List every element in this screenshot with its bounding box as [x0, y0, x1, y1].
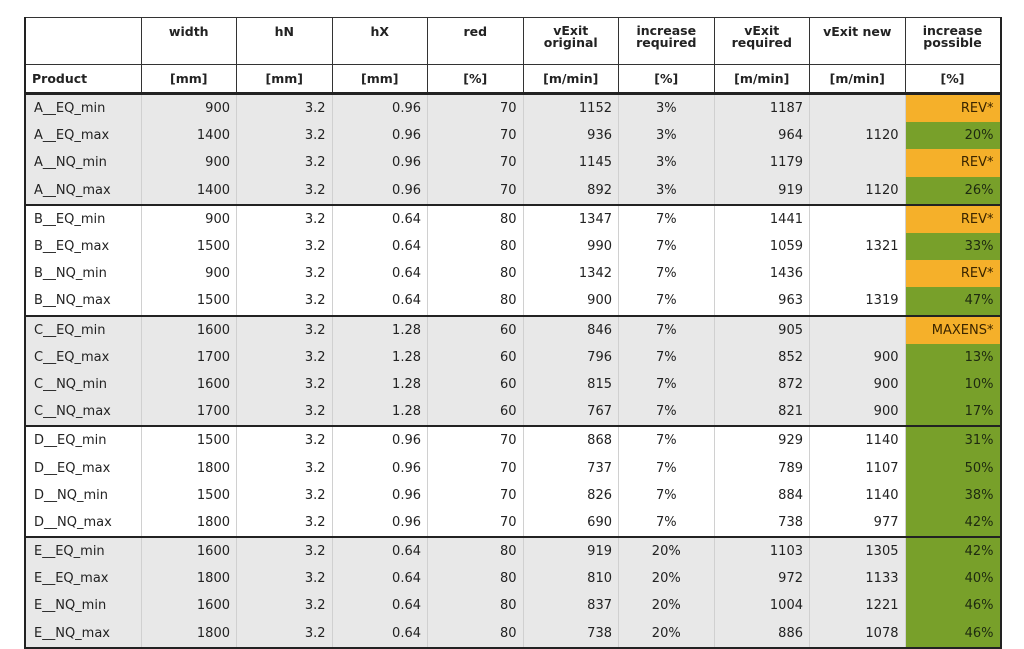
- table-body: [25, 94, 1001, 648]
- hx-cell: 0.64: [332, 620, 428, 648]
- vexit-original-cell: 892: [523, 177, 619, 205]
- header-width: width: [141, 18, 237, 65]
- units-width: [mm]: [141, 65, 237, 94]
- header-vexit-required: vExit required: [714, 18, 810, 65]
- vexit-new-cell: 1321: [810, 233, 906, 260]
- red-cell: 60: [428, 344, 524, 371]
- vexit-required-cell: 884: [714, 482, 810, 509]
- vexit-new-cell: 1140: [810, 482, 906, 509]
- increase-possible-cell: REV*: [905, 260, 1001, 287]
- width-cell: 1500: [141, 482, 237, 509]
- vexit-new-cell: 1140: [810, 426, 906, 454]
- header-increase-possible: increase possible: [905, 18, 1001, 65]
- vexit-original-cell: 936: [523, 122, 619, 149]
- width-cell: 900: [141, 205, 237, 233]
- hn-cell: 3.2: [237, 344, 333, 371]
- hn-cell: 3.2: [237, 260, 333, 287]
- vexit-new-cell: [810, 205, 906, 233]
- vexit-new-cell: 1221: [810, 592, 906, 619]
- table-row: [25, 316, 1001, 344]
- increase-possible-cell: REV*: [905, 94, 1001, 123]
- header-hx: hX: [332, 18, 428, 65]
- width-cell: 1800: [141, 620, 237, 648]
- vexit-required-cell: 852: [714, 344, 810, 371]
- increase-required-cell: 7%: [619, 454, 715, 481]
- vexit-original-cell: 990: [523, 233, 619, 260]
- width-cell: 1700: [141, 344, 237, 371]
- vexit-original-cell: 690: [523, 509, 619, 537]
- red-cell: 60: [428, 316, 524, 344]
- table-container: [24, 17, 1002, 649]
- table-row: [25, 205, 1001, 233]
- vexit-required-cell: 1436: [714, 260, 810, 287]
- hn-cell: 3.2: [237, 94, 333, 123]
- vexit-new-cell: 900: [810, 344, 906, 371]
- units-hx: [mm]: [332, 65, 428, 94]
- red-cell: 70: [428, 454, 524, 481]
- increase-possible-cell: 33%: [905, 233, 1001, 260]
- table-row: [25, 482, 1001, 509]
- width-cell: 1600: [141, 592, 237, 619]
- table-row: [25, 565, 1001, 592]
- vexit-original-cell: 815: [523, 371, 619, 398]
- increase-required-cell: 7%: [619, 344, 715, 371]
- increase-required-cell: 7%: [619, 482, 715, 509]
- table-row: [25, 537, 1001, 565]
- vexit-required-cell: 1103: [714, 537, 810, 565]
- hn-cell: 3.2: [237, 426, 333, 454]
- vexit-required-cell: 905: [714, 316, 810, 344]
- vexit-required-cell: 919: [714, 177, 810, 205]
- hx-cell: 0.64: [332, 537, 428, 565]
- hn-cell: 3.2: [237, 287, 333, 315]
- width-cell: 900: [141, 149, 237, 176]
- vexit-new-cell: 1107: [810, 454, 906, 481]
- increase-possible-cell: 31%: [905, 426, 1001, 454]
- units-vexit-new: [m/min]: [810, 65, 906, 94]
- hn-cell: 3.2: [237, 205, 333, 233]
- product-cell: C__NQ_max: [25, 398, 141, 426]
- vexit-original-cell: 1347: [523, 205, 619, 233]
- hn-cell: 3.2: [237, 592, 333, 619]
- hx-cell: 1.28: [332, 344, 428, 371]
- table-row: [25, 260, 1001, 287]
- hx-cell: 0.96: [332, 482, 428, 509]
- vexit-required-cell: 963: [714, 287, 810, 315]
- product-cell: B__EQ_max: [25, 233, 141, 260]
- hx-cell: 0.96: [332, 426, 428, 454]
- product-cell: D__NQ_max: [25, 509, 141, 537]
- increase-required-cell: 7%: [619, 287, 715, 315]
- red-cell: 70: [428, 149, 524, 176]
- header-hn: hN: [237, 18, 333, 65]
- hn-cell: 3.2: [237, 620, 333, 648]
- hn-cell: 3.2: [237, 454, 333, 481]
- vexit-required-cell: 886: [714, 620, 810, 648]
- product-cell: B__NQ_min: [25, 260, 141, 287]
- table-row: [25, 94, 1001, 123]
- red-cell: 70: [428, 482, 524, 509]
- vexit-required-cell: 964: [714, 122, 810, 149]
- red-cell: 70: [428, 122, 524, 149]
- increase-possible-cell: 40%: [905, 565, 1001, 592]
- increase-possible-cell: REV*: [905, 205, 1001, 233]
- red-cell: 80: [428, 260, 524, 287]
- increase-required-cell: 7%: [619, 260, 715, 287]
- header-blank: [25, 18, 141, 65]
- width-cell: 1600: [141, 537, 237, 565]
- hx-cell: 0.64: [332, 287, 428, 315]
- vexit-new-cell: 977: [810, 509, 906, 537]
- vexit-new-cell: 1078: [810, 620, 906, 648]
- vexit-required-cell: 1441: [714, 205, 810, 233]
- vexit-original-cell: 846: [523, 316, 619, 344]
- increase-required-cell: 3%: [619, 177, 715, 205]
- header-red: red: [428, 18, 524, 65]
- width-cell: 1400: [141, 122, 237, 149]
- hn-cell: 3.2: [237, 509, 333, 537]
- vexit-new-cell: 900: [810, 398, 906, 426]
- increase-possible-cell: 38%: [905, 482, 1001, 509]
- red-cell: 80: [428, 537, 524, 565]
- vexit-original-cell: 900: [523, 287, 619, 315]
- hx-cell: 0.96: [332, 94, 428, 123]
- increase-required-cell: 3%: [619, 149, 715, 176]
- hx-cell: 0.96: [332, 177, 428, 205]
- hx-cell: 1.28: [332, 398, 428, 426]
- vexit-required-cell: 738: [714, 509, 810, 537]
- table-row: [25, 233, 1001, 260]
- vexit-original-cell: 868: [523, 426, 619, 454]
- table-row: [25, 122, 1001, 149]
- product-cell: E__EQ_min: [25, 537, 141, 565]
- hx-cell: 0.64: [332, 205, 428, 233]
- hx-cell: 0.96: [332, 149, 428, 176]
- vexit-original-cell: 837: [523, 592, 619, 619]
- red-cell: 60: [428, 371, 524, 398]
- table-row: [25, 620, 1001, 648]
- units-increase-possible: [%]: [905, 65, 1001, 94]
- increase-possible-cell: 42%: [905, 509, 1001, 537]
- red-cell: 80: [428, 205, 524, 233]
- increase-possible-cell: 42%: [905, 537, 1001, 565]
- hn-cell: 3.2: [237, 316, 333, 344]
- product-table: [24, 17, 1002, 649]
- vexit-new-cell: 1305: [810, 537, 906, 565]
- product-cell: A__EQ_min: [25, 94, 141, 123]
- header-row: [25, 18, 1001, 65]
- width-cell: 1500: [141, 233, 237, 260]
- product-cell: D__NQ_min: [25, 482, 141, 509]
- vexit-new-cell: 900: [810, 371, 906, 398]
- vexit-required-cell: 1059: [714, 233, 810, 260]
- product-cell: A__NQ_min: [25, 149, 141, 176]
- increase-possible-cell: 47%: [905, 287, 1001, 315]
- red-cell: 80: [428, 233, 524, 260]
- hx-cell: 0.64: [332, 260, 428, 287]
- header-vexit-original: vExit original: [523, 18, 619, 65]
- units-row: [25, 65, 1001, 94]
- header-increase-required: increase required: [619, 18, 715, 65]
- hn-cell: 3.2: [237, 482, 333, 509]
- product-cell: B__NQ_max: [25, 287, 141, 315]
- increase-required-cell: 7%: [619, 316, 715, 344]
- increase-possible-cell: 46%: [905, 592, 1001, 619]
- hn-cell: 3.2: [237, 371, 333, 398]
- hn-cell: 3.2: [237, 537, 333, 565]
- vexit-required-cell: 821: [714, 398, 810, 426]
- hx-cell: 1.28: [332, 316, 428, 344]
- increase-possible-cell: MAXENS*: [905, 316, 1001, 344]
- hn-cell: 3.2: [237, 177, 333, 205]
- width-cell: 1400: [141, 177, 237, 205]
- red-cell: 70: [428, 94, 524, 123]
- hx-cell: 0.96: [332, 454, 428, 481]
- vexit-required-cell: 1187: [714, 94, 810, 123]
- width-cell: 1500: [141, 287, 237, 315]
- table-row: [25, 509, 1001, 537]
- increase-required-cell: 3%: [619, 94, 715, 123]
- table-row: [25, 592, 1001, 619]
- increase-required-cell: 3%: [619, 122, 715, 149]
- hx-cell: 0.96: [332, 122, 428, 149]
- vexit-new-cell: [810, 260, 906, 287]
- product-cell: D__EQ_max: [25, 454, 141, 481]
- vexit-new-cell: 1120: [810, 177, 906, 205]
- vexit-new-cell: [810, 316, 906, 344]
- increase-possible-cell: 10%: [905, 371, 1001, 398]
- vexit-original-cell: 810: [523, 565, 619, 592]
- increase-possible-cell: 50%: [905, 454, 1001, 481]
- increase-possible-cell: 46%: [905, 620, 1001, 648]
- vexit-original-cell: 1145: [523, 149, 619, 176]
- increase-possible-cell: REV*: [905, 149, 1001, 176]
- vexit-required-cell: 972: [714, 565, 810, 592]
- red-cell: 80: [428, 565, 524, 592]
- increase-required-cell: 20%: [619, 565, 715, 592]
- red-cell: 70: [428, 177, 524, 205]
- vexit-new-cell: 1319: [810, 287, 906, 315]
- width-cell: 1800: [141, 509, 237, 537]
- product-cell: E__NQ_max: [25, 620, 141, 648]
- product-cell: A__NQ_max: [25, 177, 141, 205]
- vexit-original-cell: 1342: [523, 260, 619, 287]
- width-cell: 1600: [141, 371, 237, 398]
- product-cell: D__EQ_min: [25, 426, 141, 454]
- width-cell: 1800: [141, 454, 237, 481]
- width-cell: 1700: [141, 398, 237, 426]
- red-cell: 80: [428, 287, 524, 315]
- width-cell: 900: [141, 94, 237, 123]
- width-cell: 1500: [141, 426, 237, 454]
- product-cell: B__EQ_min: [25, 205, 141, 233]
- hx-cell: 1.28: [332, 371, 428, 398]
- hx-cell: 0.64: [332, 233, 428, 260]
- product-cell: C__EQ_max: [25, 344, 141, 371]
- red-cell: 70: [428, 426, 524, 454]
- vexit-required-cell: 872: [714, 371, 810, 398]
- hn-cell: 3.2: [237, 233, 333, 260]
- vexit-original-cell: 1152: [523, 94, 619, 123]
- vexit-new-cell: [810, 94, 906, 123]
- increase-required-cell: 20%: [619, 537, 715, 565]
- vexit-new-cell: [810, 149, 906, 176]
- header-vexit-new: vExit new: [810, 18, 906, 65]
- red-cell: 60: [428, 398, 524, 426]
- vexit-original-cell: 826: [523, 482, 619, 509]
- hx-cell: 0.64: [332, 592, 428, 619]
- increase-possible-cell: 13%: [905, 344, 1001, 371]
- vexit-required-cell: 1179: [714, 149, 810, 176]
- increase-required-cell: 7%: [619, 205, 715, 233]
- hx-cell: 0.96: [332, 509, 428, 537]
- increase-possible-cell: 26%: [905, 177, 1001, 205]
- red-cell: 80: [428, 620, 524, 648]
- vexit-required-cell: 789: [714, 454, 810, 481]
- increase-required-cell: 7%: [619, 398, 715, 426]
- vexit-required-cell: 929: [714, 426, 810, 454]
- table-row: [25, 371, 1001, 398]
- table-row: [25, 344, 1001, 371]
- hn-cell: 3.2: [237, 565, 333, 592]
- red-cell: 80: [428, 592, 524, 619]
- product-cell: E__NQ_min: [25, 592, 141, 619]
- increase-required-cell: 20%: [619, 620, 715, 648]
- table-row: [25, 149, 1001, 176]
- vexit-new-cell: 1133: [810, 565, 906, 592]
- table-row: [25, 454, 1001, 481]
- units-vexit-original: [m/min]: [523, 65, 619, 94]
- width-cell: 900: [141, 260, 237, 287]
- red-cell: 70: [428, 509, 524, 537]
- product-cell: A__EQ_max: [25, 122, 141, 149]
- increase-possible-cell: 20%: [905, 122, 1001, 149]
- units-product: Product: [25, 65, 141, 94]
- increase-required-cell: 7%: [619, 426, 715, 454]
- units-red: [%]: [428, 65, 524, 94]
- hn-cell: 3.2: [237, 398, 333, 426]
- width-cell: 1600: [141, 316, 237, 344]
- increase-required-cell: 7%: [619, 509, 715, 537]
- increase-possible-cell: 17%: [905, 398, 1001, 426]
- product-cell: E__EQ_max: [25, 565, 141, 592]
- increase-required-cell: 20%: [619, 592, 715, 619]
- vexit-original-cell: 737: [523, 454, 619, 481]
- hn-cell: 3.2: [237, 149, 333, 176]
- hx-cell: 0.64: [332, 565, 428, 592]
- width-cell: 1800: [141, 565, 237, 592]
- product-cell: C__EQ_min: [25, 316, 141, 344]
- hn-cell: 3.2: [237, 122, 333, 149]
- vexit-new-cell: 1120: [810, 122, 906, 149]
- increase-required-cell: 7%: [619, 371, 715, 398]
- table-row: [25, 177, 1001, 205]
- vexit-original-cell: 767: [523, 398, 619, 426]
- table-row: [25, 287, 1001, 315]
- table-row: [25, 426, 1001, 454]
- vexit-original-cell: 738: [523, 620, 619, 648]
- product-cell: C__NQ_min: [25, 371, 141, 398]
- vexit-required-cell: 1004: [714, 592, 810, 619]
- units-increase-required: [%]: [619, 65, 715, 94]
- increase-required-cell: 7%: [619, 233, 715, 260]
- units-vexit-required: [m/min]: [714, 65, 810, 94]
- vexit-original-cell: 796: [523, 344, 619, 371]
- units-hn: [mm]: [237, 65, 333, 94]
- table-row: [25, 398, 1001, 426]
- vexit-original-cell: 919: [523, 537, 619, 565]
